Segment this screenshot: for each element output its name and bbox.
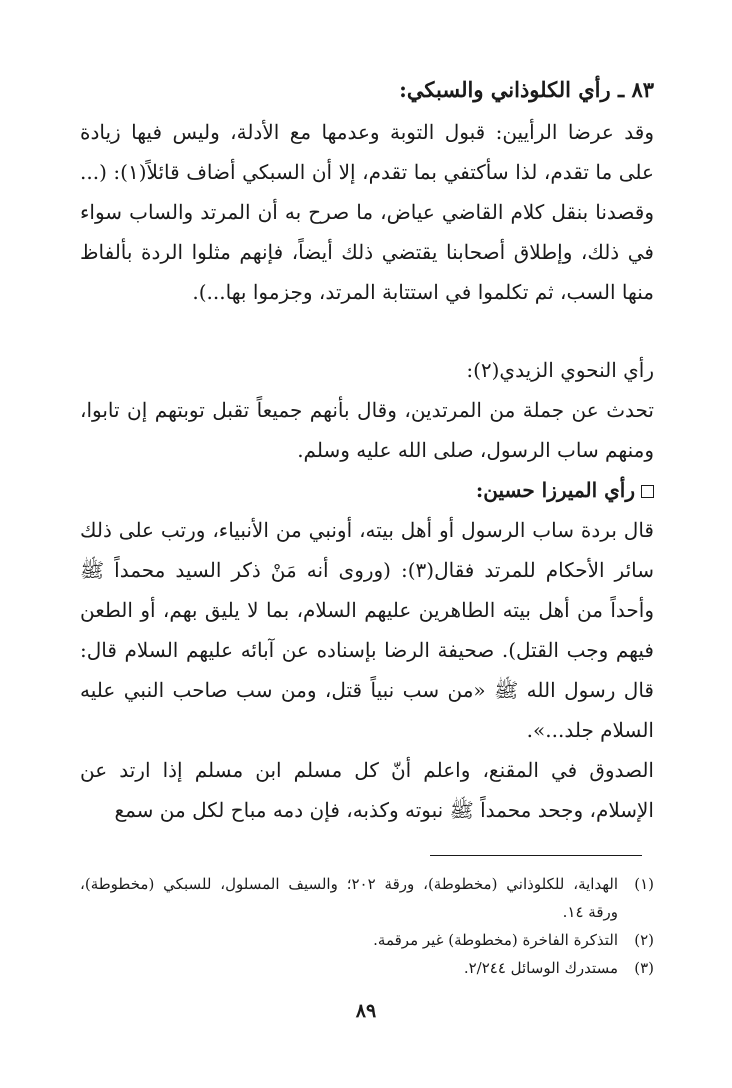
- section-heading-text: ٨٣ ـ رأي الكلوذاني والسبكي:: [399, 77, 654, 102]
- footnote-item: [80, 870, 654, 926]
- subheading-mirza: [80, 470, 654, 510]
- paragraph-3: قال بردة ساب الرسول أو أهل بيته، أونبي من الأنبياء، ورتب على ذلك سائر الأحكام للمرتد فقال(٣): (وروى أنه مَنْ ذكر السيد محمداً ﷺ وأحداً من أهل بيته الطاهرين عليهم السلام، بما لا يليق بهم، أو الطعن فيهم وجب القتل). صحيفة الرضا بإسناده عن آبائه عليهم السلام قال: قال رسول الله ﷺ «من سب نبياً قتل، ومن سب صاحب النبي عليه السلام جلد...».: [80, 518, 654, 742]
- footnote-number: (٣): [634, 959, 654, 977]
- subheading-zaydi: رأي النحوي الزيدي(٢):: [466, 358, 654, 382]
- footnote-number: (٢): [634, 931, 654, 949]
- section-heading: [80, 70, 654, 110]
- footnote-separator: [430, 855, 642, 856]
- footnote-number: (١): [634, 875, 654, 893]
- paragraph-2: تحدث عن جملة من المرتدين، وقال بأنهم جميعاً تقبل توبتهم إن تابوا، ومنهم ساب الرسول، صلى الله عليه وسلم.: [80, 398, 654, 462]
- paragraph-4: الصدوق في المقنع، واعلم أنّ كل مسلم ابن مسلم إذا ارتد عن الإسلام، وجحد محمداً ﷺ نبوته وكذبه، فإن دمه مباح لكل من سمع: [80, 758, 654, 822]
- footnote-item: [80, 954, 654, 982]
- page-number: ٨٩: [355, 1000, 377, 1022]
- footnote-text: التذكرة الفاخرة (مخطوطة) غير مرقمة.: [373, 931, 618, 949]
- paragraph-1: وقد عرضا الرأيين: قبول التوبة وعدمها مع الأدلة، وليس فيها زيادة على ما تقدم، لذا سأكتفي بما تقدم، إلا أن السبكي أضاف قائلاً(١): (... وقصدنا بنقل كلام القاضي عياض، ما صرح به أن المرتد والساب سواء في ذلك، وإطلاق أصحابنا يقتضي ذلك أيضاً، فإنهم مثلوا الردة بألفاظ منها السب، ثم تكلموا في استتابة المرتد، وجزموا بها...).: [80, 120, 654, 304]
- subheading-mirza-text: رأي الميرزا حسين:: [475, 478, 635, 502]
- footnote-text: مستدرك الوسائل ٢/٢٤٤.: [463, 959, 618, 977]
- footnotes: [80, 870, 654, 982]
- footnote-text: الهداية، للكلوذاني (مخطوطة)، ورقة ٢٠٢؛ والسيف المسلول، للسبكي (مخطوطة)، ورقة ١٤.: [80, 875, 618, 921]
- footnote-item: [80, 926, 654, 954]
- square-bullet-icon: [641, 485, 654, 498]
